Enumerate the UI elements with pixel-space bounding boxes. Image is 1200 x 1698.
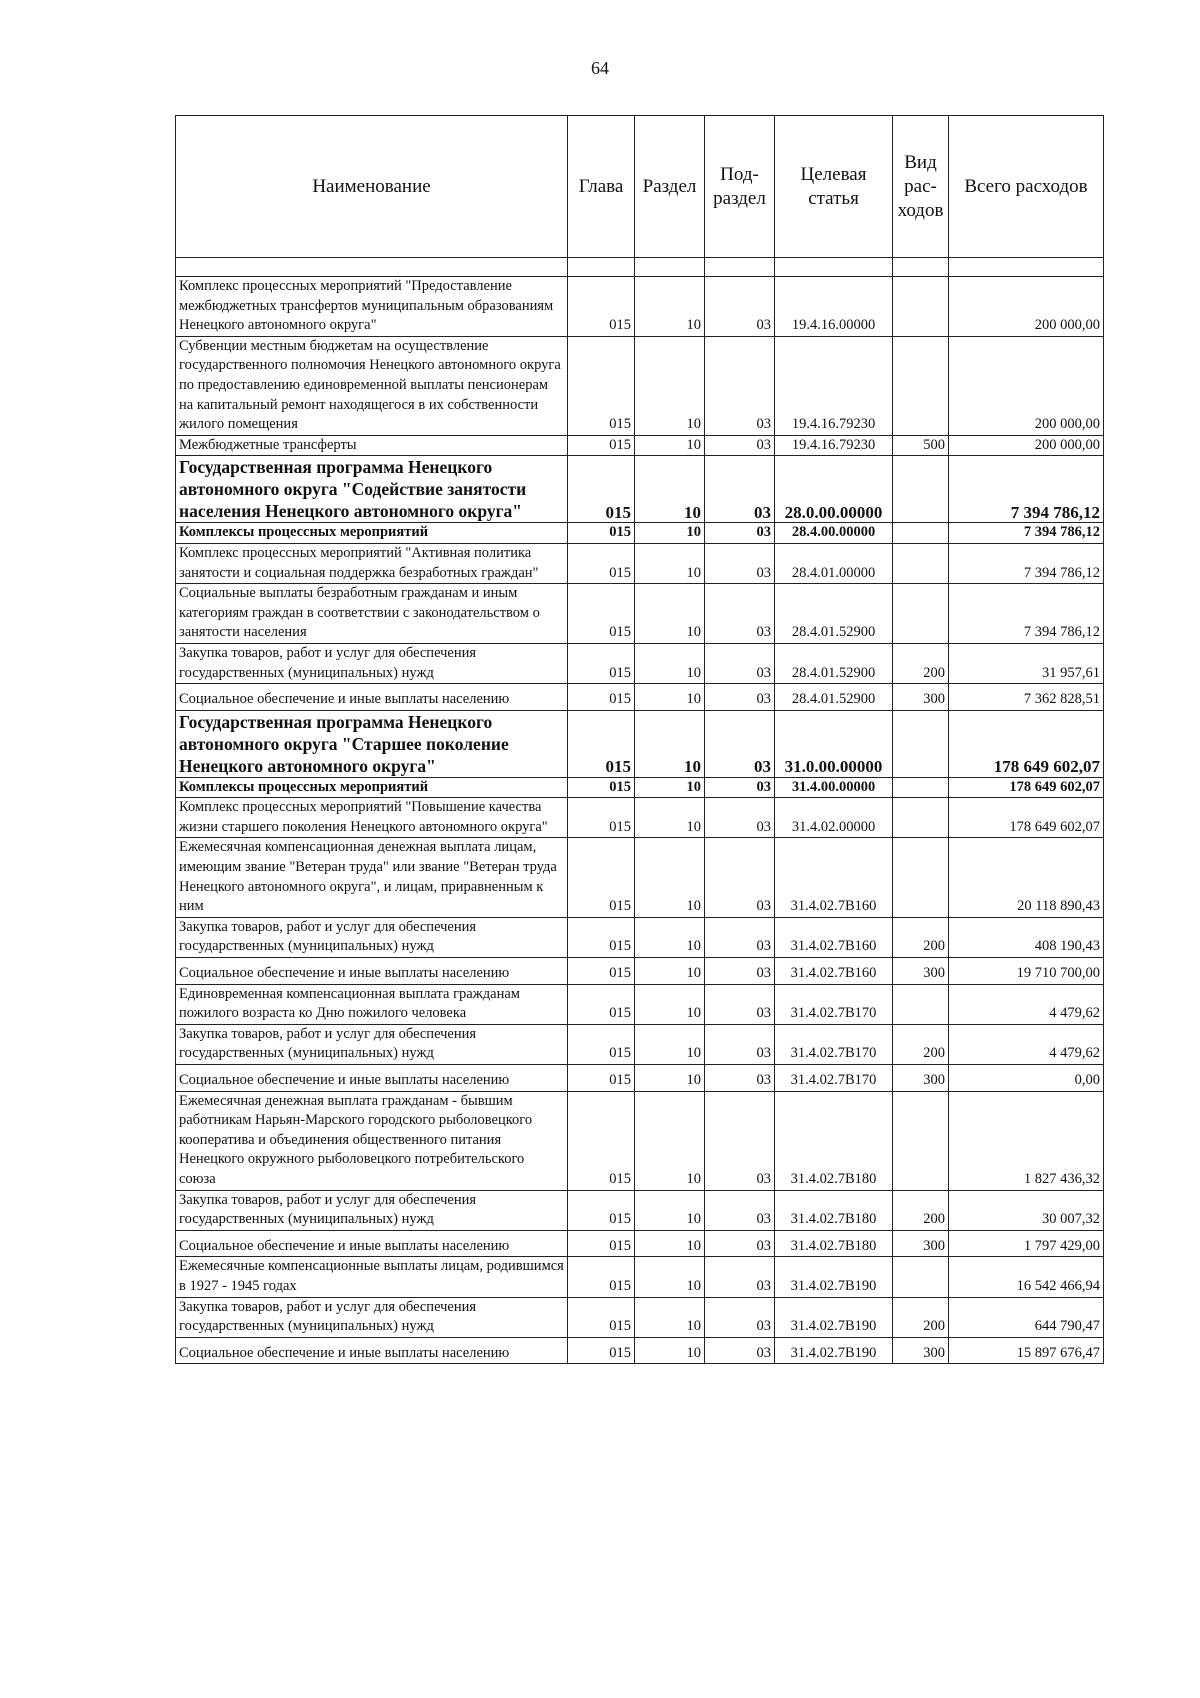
cell-name: Субвенции местным бюджетам на осуществление государственного полномочия Ненецкого автономного округа по предоставлению единовременной выплаты пенсионерам на капитальный ремонт находящегося в их собственности жилого помещения — [176, 336, 568, 435]
cell-name: Социальное обеспечение и иные выплаты населению — [176, 1337, 568, 1364]
table-row — [176, 1024, 1104, 1064]
table-row — [176, 523, 1104, 544]
cell-subsection: 03 — [705, 1297, 775, 1337]
table-row — [176, 1337, 1104, 1364]
cell-section: 10 — [635, 684, 705, 711]
table-row — [176, 1297, 1104, 1337]
cell-chapter: 015 — [568, 456, 635, 523]
table-row — [176, 917, 1104, 957]
table-row — [176, 456, 1104, 523]
cell-name: Социальное обеспечение и иные выплаты населению — [176, 1065, 568, 1092]
cell-target: 28.4.01.52900 — [775, 584, 893, 644]
cell-total: 178 649 602,07 — [949, 798, 1104, 838]
cell-section: 10 — [635, 777, 705, 798]
cell-target: 31.4.02.7В170 — [775, 1065, 893, 1092]
cell-subsection: 03 — [705, 584, 775, 644]
cell-target: 28.0.00.00000 — [775, 456, 893, 523]
cell-subsection: 03 — [705, 1091, 775, 1190]
cell-total: 19 710 700,00 — [949, 958, 1104, 985]
cell-section: 10 — [635, 958, 705, 985]
table-row — [176, 984, 1104, 1024]
cell-chapter: 015 — [568, 1091, 635, 1190]
cell-subsection: 03 — [705, 435, 775, 456]
cell-subsection: 03 — [705, 1065, 775, 1092]
header-target: Целевая статья — [775, 116, 893, 258]
cell-section: 10 — [635, 1190, 705, 1230]
cell-total: 408 190,43 — [949, 917, 1104, 957]
cell-section: 10 — [635, 710, 705, 777]
cell-name: Социальное обеспечение и иные выплаты населению — [176, 958, 568, 985]
cell-subsection: 03 — [705, 543, 775, 583]
cell-section: 10 — [635, 1065, 705, 1092]
gap-cell — [949, 258, 1104, 277]
cell-chapter: 015 — [568, 798, 635, 838]
cell-section: 10 — [635, 1297, 705, 1337]
cell-total: 0,00 — [949, 1065, 1104, 1092]
cell-chapter: 015 — [568, 838, 635, 917]
cell-name: Единовременная компенсационная выплата гражданам пожилого возраста ко Дню пожилого человека — [176, 984, 568, 1024]
cell-chapter: 015 — [568, 1337, 635, 1364]
cell-target: 31.4.02.7В160 — [775, 838, 893, 917]
cell-subsection: 03 — [705, 838, 775, 917]
cell-type — [893, 984, 949, 1024]
cell-target: 28.4.00.00000 — [775, 523, 893, 544]
header-total: Всего расходов — [949, 116, 1104, 258]
cell-section: 10 — [635, 456, 705, 523]
cell-type — [893, 277, 949, 337]
cell-target: 28.4.01.52900 — [775, 684, 893, 711]
cell-type: 200 — [893, 1024, 949, 1064]
cell-total: 178 649 602,07 — [949, 777, 1104, 798]
cell-name: Межбюджетные трансферты — [176, 435, 568, 456]
cell-chapter: 015 — [568, 1230, 635, 1257]
cell-type — [893, 798, 949, 838]
cell-chapter: 015 — [568, 523, 635, 544]
header-chapter: Глава — [568, 116, 635, 258]
gap-cell — [176, 258, 568, 277]
cell-chapter: 015 — [568, 435, 635, 456]
cell-section: 10 — [635, 584, 705, 644]
cell-name: Закупка товаров, работ и услуг для обеспечения государственных (муниципальных) нужд — [176, 643, 568, 683]
cell-total: 31 957,61 — [949, 643, 1104, 683]
cell-target: 31.0.00.00000 — [775, 710, 893, 777]
cell-subsection: 03 — [705, 1024, 775, 1064]
cell-chapter: 015 — [568, 710, 635, 777]
gap-cell — [635, 258, 705, 277]
cell-section: 10 — [635, 1257, 705, 1297]
cell-subsection: 03 — [705, 456, 775, 523]
blank-gap-row — [176, 258, 1104, 277]
cell-chapter: 015 — [568, 1065, 635, 1092]
cell-subsection: 03 — [705, 684, 775, 711]
header-row — [176, 116, 1104, 258]
cell-subsection: 03 — [705, 1230, 775, 1257]
cell-name: Государственная программа Ненецкого автономного округа "Старшее поколение Ненецкого автономного округа" — [176, 710, 568, 777]
cell-type: 300 — [893, 1337, 949, 1364]
cell-total: 1 797 429,00 — [949, 1230, 1104, 1257]
cell-total: 15 897 676,47 — [949, 1337, 1104, 1364]
cell-name: Комплекс процессных мероприятий "Активная политика занятости и социальная поддержка безработных граждан" — [176, 543, 568, 583]
cell-subsection: 03 — [705, 277, 775, 337]
cell-subsection: 03 — [705, 710, 775, 777]
cell-chapter: 015 — [568, 984, 635, 1024]
cell-type — [893, 543, 949, 583]
cell-type — [893, 584, 949, 644]
cell-chapter: 015 — [568, 336, 635, 435]
page-number: 64 — [591, 58, 609, 78]
cell-chapter: 015 — [568, 543, 635, 583]
cell-target: 31.4.02.7В190 — [775, 1337, 893, 1364]
table-row — [176, 277, 1104, 337]
cell-target: 31.4.02.7В180 — [775, 1230, 893, 1257]
table-row — [176, 1230, 1104, 1257]
table-body — [176, 277, 1104, 1364]
cell-type — [893, 523, 949, 544]
table-row — [176, 838, 1104, 917]
cell-total: 1 827 436,32 — [949, 1091, 1104, 1190]
gap-cell — [775, 258, 893, 277]
cell-subsection: 03 — [705, 336, 775, 435]
cell-subsection: 03 — [705, 523, 775, 544]
cell-type: 200 — [893, 917, 949, 957]
cell-subsection: 03 — [705, 643, 775, 683]
cell-total: 20 118 890,43 — [949, 838, 1104, 917]
cell-name: Комплексы процессных мероприятий — [176, 523, 568, 544]
table-row — [176, 584, 1104, 644]
cell-name: Комплекс процессных мероприятий "Предоставление межбюджетных трансфертов муниципальным образованиям Ненецкого автономного округа" — [176, 277, 568, 337]
cell-total: 30 007,32 — [949, 1190, 1104, 1230]
gap-cell — [893, 258, 949, 277]
cell-type — [893, 456, 949, 523]
table-row — [176, 1091, 1104, 1190]
cell-target: 31.4.02.00000 — [775, 798, 893, 838]
cell-type: 200 — [893, 1190, 949, 1230]
cell-total: 16 542 466,94 — [949, 1257, 1104, 1297]
cell-subsection: 03 — [705, 1257, 775, 1297]
cell-target: 31.4.02.7В170 — [775, 984, 893, 1024]
cell-chapter: 015 — [568, 277, 635, 337]
cell-chapter: 015 — [568, 917, 635, 957]
header-type: Вид рас- ходов — [893, 116, 949, 258]
cell-section: 10 — [635, 1337, 705, 1364]
cell-name: Закупка товаров, работ и услуг для обеспечения государственных (муниципальных) нужд — [176, 1297, 568, 1337]
cell-subsection: 03 — [705, 777, 775, 798]
cell-section: 10 — [635, 435, 705, 456]
cell-chapter: 015 — [568, 584, 635, 644]
cell-name: Закупка товаров, работ и услуг для обеспечения государственных (муниципальных) нужд — [176, 1024, 568, 1064]
cell-section: 10 — [635, 523, 705, 544]
cell-chapter: 015 — [568, 1190, 635, 1230]
cell-name: Ежемесячная компенсационная денежная выплата лицам, имеющим звание "Ветеран труда" или звание "Ветеран труда Ненецкого автономного округа", и лицам, приравненным к ним — [176, 838, 568, 917]
cell-section: 10 — [635, 1091, 705, 1190]
cell-name: Социальное обеспечение и иные выплаты населению — [176, 1230, 568, 1257]
table-row — [176, 958, 1104, 985]
cell-type — [893, 710, 949, 777]
table-row — [176, 798, 1104, 838]
header-subsection: Под- раздел — [705, 116, 775, 258]
cell-section: 10 — [635, 917, 705, 957]
cell-type: 500 — [893, 435, 949, 456]
cell-section: 10 — [635, 838, 705, 917]
cell-type: 200 — [893, 1297, 949, 1337]
cell-name: Ежемесячные компенсационные выплаты лицам, родившимся в 1927 - 1945 годах — [176, 1257, 568, 1297]
cell-section: 10 — [635, 277, 705, 337]
cell-target: 31.4.02.7В190 — [775, 1257, 893, 1297]
table-row — [176, 543, 1104, 583]
cell-section: 10 — [635, 643, 705, 683]
cell-target: 31.4.02.7В190 — [775, 1297, 893, 1337]
cell-name: Государственная программа Ненецкого автономного округа "Содействие занятости населения Ненецкого автономного округа" — [176, 456, 568, 523]
cell-chapter: 015 — [568, 1257, 635, 1297]
table-row — [176, 777, 1104, 798]
cell-type: 300 — [893, 958, 949, 985]
cell-total: 200 000,00 — [949, 336, 1104, 435]
cell-type — [893, 1091, 949, 1190]
budget-table — [175, 115, 1104, 1364]
cell-subsection: 03 — [705, 958, 775, 985]
cell-chapter: 015 — [568, 1024, 635, 1064]
cell-subsection: 03 — [705, 984, 775, 1024]
cell-type — [893, 838, 949, 917]
cell-section: 10 — [635, 1024, 705, 1064]
cell-chapter: 015 — [568, 643, 635, 683]
cell-target: 19.4.16.79230 — [775, 435, 893, 456]
cell-name: Социальные выплаты безработным гражданам и иным категориям граждан в соответствии с законодательством о занятости населения — [176, 584, 568, 644]
cell-name: Закупка товаров, работ и услуг для обеспечения государственных (муниципальных) нужд — [176, 917, 568, 957]
cell-total: 200 000,00 — [949, 277, 1104, 337]
table-row — [176, 1065, 1104, 1092]
cell-total: 4 479,62 — [949, 1024, 1104, 1064]
cell-type — [893, 1257, 949, 1297]
cell-name: Комплексы процессных мероприятий — [176, 777, 568, 798]
cell-target: 19.4.16.00000 — [775, 277, 893, 337]
cell-name: Закупка товаров, работ и услуг для обеспечения государственных (муниципальных) нужд — [176, 1190, 568, 1230]
cell-type: 200 — [893, 643, 949, 683]
cell-total: 7 394 786,12 — [949, 456, 1104, 523]
cell-type: 300 — [893, 1065, 949, 1092]
table-row — [176, 1257, 1104, 1297]
cell-type — [893, 777, 949, 798]
cell-target: 31.4.02.7В160 — [775, 917, 893, 957]
cell-section: 10 — [635, 543, 705, 583]
cell-target: 31.4.02.7В180 — [775, 1190, 893, 1230]
cell-subsection: 03 — [705, 917, 775, 957]
cell-name: Комплекс процессных мероприятий "Повышение качества жизни старшего поколения Ненецкого автономного округа" — [176, 798, 568, 838]
gap-cell — [568, 258, 635, 277]
table-row — [176, 336, 1104, 435]
cell-type: 300 — [893, 1230, 949, 1257]
cell-total: 644 790,47 — [949, 1297, 1104, 1337]
table-row — [176, 684, 1104, 711]
cell-chapter: 015 — [568, 684, 635, 711]
cell-total: 7 394 786,12 — [949, 543, 1104, 583]
cell-chapter: 015 — [568, 958, 635, 985]
cell-target: 31.4.02.7В170 — [775, 1024, 893, 1064]
cell-total: 7 362 828,51 — [949, 684, 1104, 711]
cell-total: 178 649 602,07 — [949, 710, 1104, 777]
cell-target: 31.4.02.7В180 — [775, 1091, 893, 1190]
cell-target: 28.4.01.52900 — [775, 643, 893, 683]
cell-target: 28.4.01.00000 — [775, 543, 893, 583]
cell-type: 300 — [893, 684, 949, 711]
cell-total: 7 394 786,12 — [949, 523, 1104, 544]
cell-section: 10 — [635, 336, 705, 435]
cell-total: 200 000,00 — [949, 435, 1104, 456]
cell-section: 10 — [635, 1230, 705, 1257]
cell-name: Ежемесячная денежная выплата гражданам - бывшим работникам Нарьян-Марского городского рыболовецкого кооператива и объединения общественного питания Ненецкого окружного рыболовецкого потребительского союза — [176, 1091, 568, 1190]
cell-subsection: 03 — [705, 1337, 775, 1364]
cell-subsection: 03 — [705, 798, 775, 838]
cell-total: 4 479,62 — [949, 984, 1104, 1024]
cell-name: Социальное обеспечение и иные выплаты населению — [176, 684, 568, 711]
table-row — [176, 435, 1104, 456]
cell-target: 31.4.00.00000 — [775, 777, 893, 798]
cell-subsection: 03 — [705, 1190, 775, 1230]
cell-target: 19.4.16.79230 — [775, 336, 893, 435]
table-row — [176, 710, 1104, 777]
table-row — [176, 1190, 1104, 1230]
gap-cell — [705, 258, 775, 277]
cell-section: 10 — [635, 798, 705, 838]
header-name: Наименование — [176, 116, 568, 258]
cell-target: 31.4.02.7В160 — [775, 958, 893, 985]
cell-chapter: 015 — [568, 777, 635, 798]
header-section: Раздел — [635, 116, 705, 258]
table-row — [176, 643, 1104, 683]
cell-type — [893, 336, 949, 435]
cell-total: 7 394 786,12 — [949, 584, 1104, 644]
cell-section: 10 — [635, 984, 705, 1024]
cell-chapter: 015 — [568, 1297, 635, 1337]
